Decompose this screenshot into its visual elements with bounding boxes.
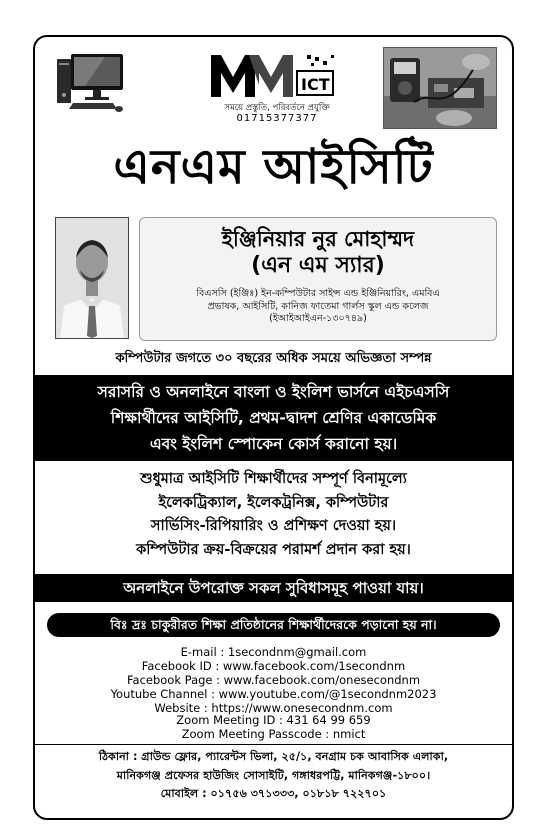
logo-tagline: সময়ে প্রস্তুতি, পরিবর্তনে প্রযুক্তি (224, 103, 330, 113)
online-banner (35, 574, 512, 602)
teacher-nickname: (এন এম স্যার) (251, 253, 385, 278)
website-link[interactable]: Website : https://www.onesecondnm.com (154, 701, 393, 715)
online-line: অনলাইনে উপরোক্ত সকল সুবিধাসমূহ পাওয়া যায়। (123, 579, 424, 597)
address-line: ঠিকানা : গ্রাউন্ড ফ্লোর, প্যারেন্টস ভিলা, ২৫/১, বনগ্রাম চক আবাসিক এলাকা, (98, 750, 449, 763)
logo-phone: 01715377377 (236, 113, 318, 124)
facebook-id-link[interactable]: Facebook ID : www.facebook.com/1secondnm (141, 659, 406, 673)
youtube-channel-link[interactable]: Youtube Channel : www.youtube.com/@1secondnm2023 (110, 687, 437, 701)
courses-line: এবং ইংলিশ স্পোকেন কোর্স করানো হয়। (149, 435, 398, 453)
free-services (35, 468, 512, 562)
experience-line: কম্পিউটার জগতে ৩০ বছরের অধিক সময়ে অভিজ্ঞতা সম্পন্ন (115, 351, 432, 366)
courses-banner (35, 375, 512, 461)
zoom-info (35, 713, 512, 741)
address-line: মানিকগঞ্জ প্রফেসর হাউজিং সোসাইটি, গঙ্গাধরপট্টি, মানিকগঞ্জ-১৮০০। (116, 768, 431, 782)
free-services-line: কম্পিউটার ক্রয়-বিক্রয়ের পরামর্শ প্রদান করা হয়। (136, 541, 411, 558)
brand-title: এনএম আইসিটি (113, 139, 434, 195)
divider (35, 744, 512, 745)
desktop-computer-icon (55, 51, 127, 115)
email-link[interactable]: E-mail : 1secondnm@gmail.com (180, 645, 367, 659)
contact-list (35, 645, 512, 715)
qualification-line: বিএসসি (ইঞ্জিঃ) ইন-কম্পিউটার সাইন্স এন্ড ইঞ্জিনিয়ারিং, এমবিএ (196, 288, 440, 299)
portrait-photo (55, 217, 129, 339)
svg-text:ICT: ICT (301, 75, 330, 94)
note-line: বিঃ দ্রঃ চাকুরীরত শিক্ষা প্রতিষ্ঠানের শিক্ষার্থীদেরকে পড়ানো হয় না। (110, 617, 437, 632)
poster-frame (33, 35, 514, 820)
note-banner (47, 613, 500, 637)
zoom-passcode: Zoom Meeting Passcode : nmict (181, 727, 366, 741)
profile-box (139, 217, 497, 341)
qualification (140, 288, 496, 326)
free-services-line: শুধুমাত্র আইসিটি শিক্ষার্থীদের সম্পূর্ণ বিনামূল্যে (140, 471, 407, 487)
courses-line: শিক্ষার্থীদের আইসিটি, প্রথম-দ্বাদশ শ্রেণির একাডেমিক (110, 409, 437, 427)
facebook-page-link[interactable]: Facebook Page : www.facebook.com/onesecondnm (126, 673, 421, 687)
address-block (35, 748, 512, 804)
zoom-meeting-id: Zoom Meeting ID : 431 64 99 659 (176, 713, 371, 727)
electronics-repair-photo (383, 47, 497, 129)
mobile-line: মোবাইল : ০১৭৫৬ ৩৭১৩৩৩, ০১৮১৮ ৭২২৭০১ (160, 787, 387, 800)
teacher-name: ইঞ্জিনিয়ার নুর মোহাম্মদ (221, 227, 415, 251)
free-services-line: ইলেকট্রিক্যাল, ইলেকট্রনিক্স, কম্পিউটার (158, 494, 389, 511)
qualification-line: প্রভাষক, আইসিটি, কানিজ ফাতেমা গার্লস স্কুল এন্ড কলেজ (207, 300, 429, 312)
nm-ict-logo (207, 45, 347, 127)
free-services-line: সার্ভিসিং-রিপিয়ারিং ও প্রশিক্ষণ দেওয়া হয়। (150, 518, 397, 534)
courses-line: সরাসরি ও অনলাইনে বাংলা ও ইংলিশ ভার্সনে এইচএসসি (97, 383, 450, 401)
qualification-line: (ইআইআইএন-১৩০৭৪৯) (269, 313, 367, 324)
